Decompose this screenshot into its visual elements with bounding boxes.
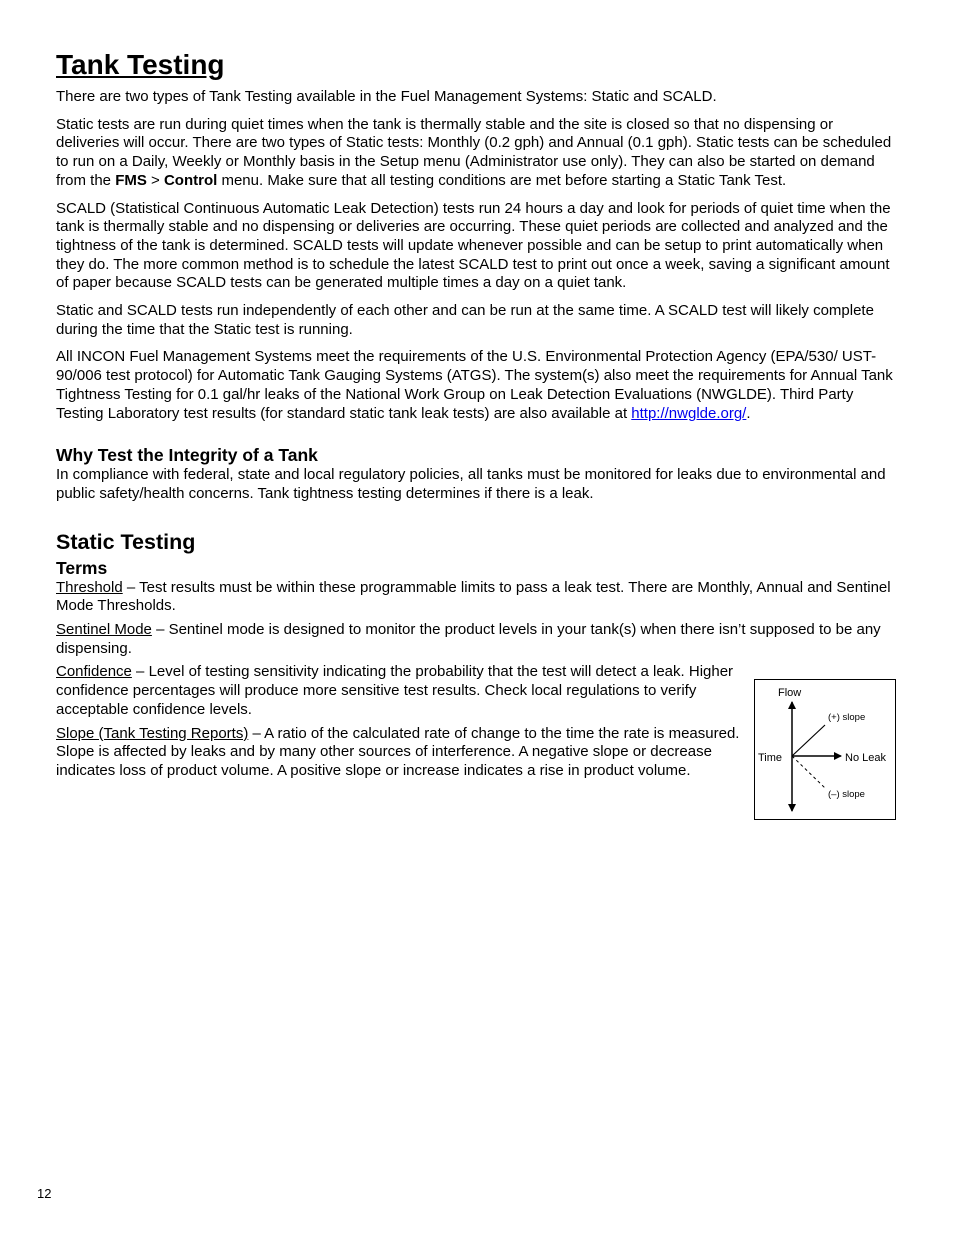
page-title: Tank Testing — [56, 49, 225, 80]
why-test-paragraph: In compliance with federal, state and local regulatory policies, all tanks must be monitored for leaks due to environmental and public safety/health concerns. Tank tightness testing determines if there is a leak. — [56, 466, 886, 502]
incon-paragraph: All INCON Fuel Management Systems meet the requirements of the U.S. Environmental Protection Agency (EPA/530/ UST-90/006 test protocol) for Automatic Tank Gauging Systems (ATGS). The system(s) also meet the requirements for Annual Tank Tightness Testing for 0.1 gal/hr leaks of the National Work Group on Leak Detection Evaluations (NWGLDE). Third Party Testing Laboratory test results (for standard static tank leak tests) are also available at http://nwglde.org/. — [56, 348, 893, 422]
flow-label: Flow — [778, 687, 802, 699]
slope-diagram-svg — [755, 680, 895, 819]
nwglde-link[interactable]: http://nwglde.org/ — [631, 404, 747, 422]
negative-slope-line — [792, 756, 825, 788]
no-leak-label: No Leak — [845, 752, 886, 764]
negative-slope-label: (–) slope — [828, 789, 865, 800]
positive-slope-label: (+) slope — [828, 712, 866, 723]
static-test-paragraph: Static tests are run during quiet times when the tank is thermally stable and the site is closed so that no dispensing or deliveries will occur. There are two types of Static tests: Monthly (0.2 gph) and Annual (0.1 gph). Static tests can be scheduled to run on a Daily, Weekly or Monthly basis in the Setup menu (Administrator use only). They can also be started on demand from the FMS > Control menu. Make sure that all testing conditions are met before starting a Static Tank Test. — [56, 115, 892, 189]
fms-menu-label: FMS — [115, 171, 147, 189]
page-number: 12 — [37, 1186, 52, 1201]
slope-diagram — [754, 679, 896, 820]
independent-paragraph: Static and SCALD tests run independently of each other and can be run at the same time. A SCALD test will likely complete during the time that the Static test is running. — [56, 302, 874, 338]
time-label: Time — [758, 752, 783, 764]
why-test-heading: Why Test the Integrity of a Tank — [56, 445, 318, 466]
term-threshold: Threshold – Test results must be within these programmable limits to pass a leak test. There are Monthly, Annual and Sentinel Mode Thresholds. — [56, 578, 891, 615]
intro-paragraph: There are two types of Tank Testing available in the Fuel Management Systems: Static and SCALD. — [56, 88, 717, 105]
terms-heading: Terms — [56, 557, 108, 578]
term-confidence: Confidence – Level of testing sensitivity indicating the probability that the test will detect a leak. Higher confidence percentages will produce more sensitive test results. Check local regulations to verify acceptable confidence levels. — [56, 663, 734, 718]
document-page — [56, 48, 898, 786]
control-menu-label: Control — [163, 171, 218, 189]
static-testing-heading: Static Testing — [56, 529, 196, 554]
term-sentinel-mode: Sentinel Mode – Sentinel mode is designed to monitor the product levels in your tank(s) when there isn’t supposed to be any dispensing. — [56, 621, 881, 657]
positive-slope-line — [792, 725, 825, 756]
term-slope: Slope (Tank Testing Reports) – A ratio of the calculated rate of change to the time the rate is measured. Slope is affected by leaks and by many other sources of interference. A negative slope or decrease indicates loss of product volume. A positive slope or increase indicates a rise in product volume. — [56, 724, 740, 779]
scald-paragraph: SCALD (Statistical Continuous Automatic Leak Detection) tests run 24 hours a day and look for periods of quiet time when the tank is thermally stable and no dispensing or deliveries are occurring. These quiet periods are collected and analyzed and the tightness of the tank is determined. SCALD tests will update whenever possible and can be setup to print automatically when they do. The more common method is to schedule the latest SCALD test to print out once a week, saving a significant amount of paper because SCALD tests can be generated multiple times a day on a quiet tank. — [56, 199, 891, 292]
